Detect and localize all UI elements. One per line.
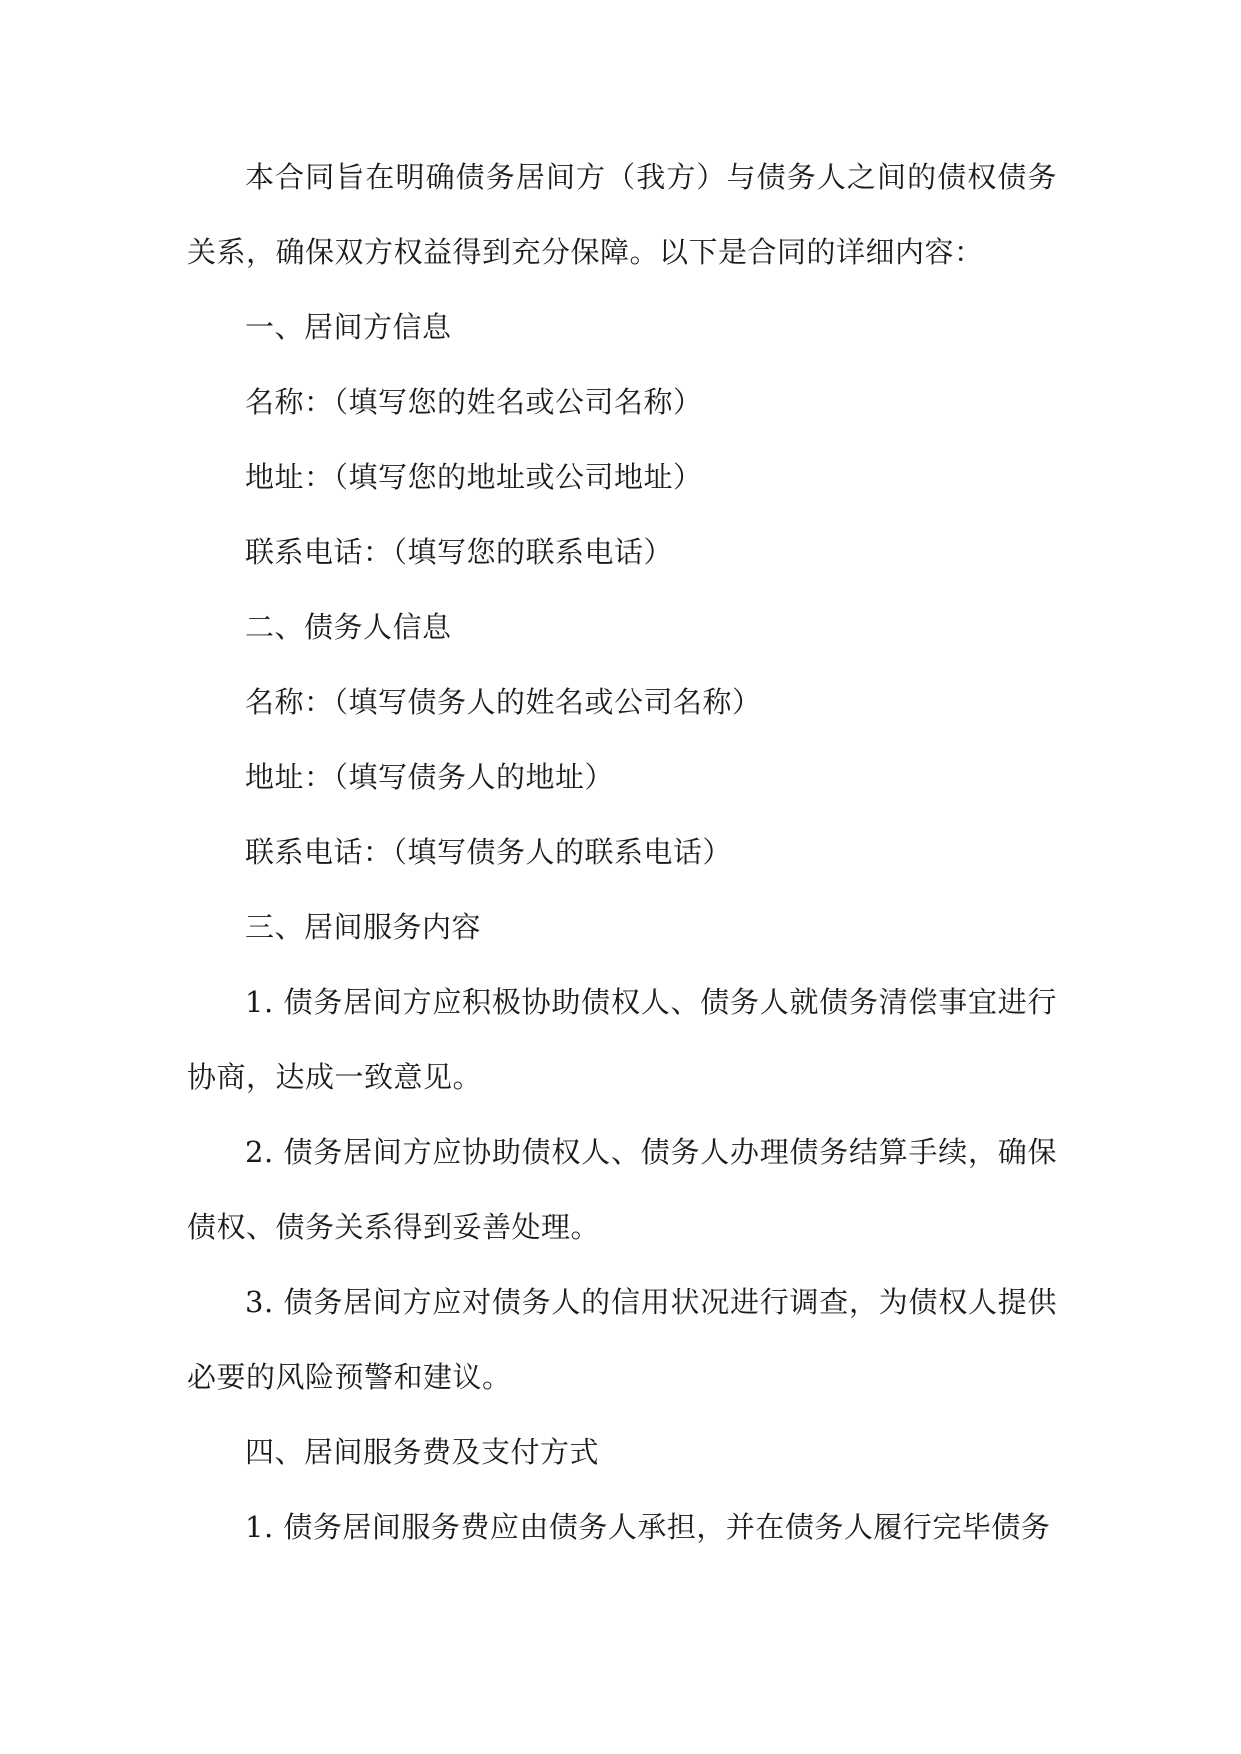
debtor-address-line: 地址：（填写债务人的地址）	[245, 760, 615, 794]
service-item-3: 3. 债务居间方应对债务人的信用状况进行调查，为债权人提供必要的风险预警和建议。	[187, 1285, 1057, 1394]
debtor-name-line: 名称：（填写债务人的姓名或公司名称）	[245, 685, 762, 719]
intro-paragraph: 本合同旨在明确债务居间方（我方）与债务人之间的债权债务关系，确保双方权益得到充分保障。以下是合同的详细内容：	[187, 160, 1057, 269]
intermediary-phone-line: 联系电话：（填写您的联系电话）	[245, 535, 674, 569]
intermediary-name-line: 名称：（填写您的姓名或公司名称）	[245, 385, 703, 419]
intermediary-address-line: 地址：（填写您的地址或公司地址）	[245, 460, 703, 494]
section-heading-debtor-info: 二、债务人信息	[245, 610, 452, 644]
section-heading-intermediary-info: 一、居间方信息	[245, 310, 452, 344]
service-item-2: 2. 债务居间方应协助债权人、债务人办理债务结算手续，确保债权、债务关系得到妥善处理。	[187, 1135, 1057, 1244]
fee-item-1: 1. 债务居间服务费应由债务人承担，并在债务人履行完毕债务	[245, 1510, 1051, 1544]
document-body	[187, 140, 1057, 1565]
service-item-1: 1. 债务居间方应积极协助债权人、债务人就债务清偿事宜进行协商，达成一致意见。	[187, 985, 1057, 1094]
debtor-phone-line: 联系电话：（填写债务人的联系电话）	[245, 835, 733, 869]
section-heading-service-content: 三、居间服务内容	[245, 910, 482, 944]
section-heading-fees-payment: 四、居间服务费及支付方式	[245, 1435, 600, 1469]
